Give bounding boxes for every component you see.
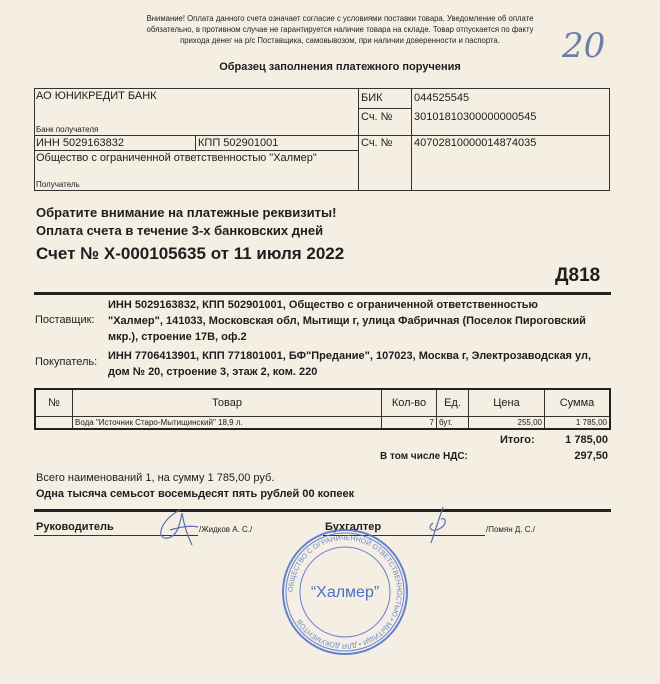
row-unit: бут. xyxy=(437,417,469,430)
table-row xyxy=(35,417,610,430)
accountant-name: /Помян Д. С./ xyxy=(486,525,535,534)
kpp-value: КПП 502901001 xyxy=(198,137,279,149)
notice-line: обязательно, в противном случае не гарантируется наличие товара на складе. Товар отпускается по факту xyxy=(146,24,534,34)
account-value: 40702810000014874035 xyxy=(414,137,537,149)
supplier-details xyxy=(108,297,586,345)
amount-in-words: Одна тысяча семьсот восемьдесят пять рублей 00 копеек xyxy=(36,488,355,500)
buyer-label: Покупатель: xyxy=(35,356,98,368)
supplier-line: "Халмер", 141033, Московская обл, Мытищи г, улица Фабричная (Поселок Пироговский xyxy=(108,315,586,327)
row-qty: 7 xyxy=(382,417,437,430)
account-label: Сч. № xyxy=(361,137,393,149)
recipient-name: Общество с ограниченной ответственностью "Халмер" xyxy=(36,152,317,164)
vat-label: В том числе НДС: xyxy=(380,451,468,462)
handwritten-code: Д818 xyxy=(555,265,601,286)
buyer-line: дом № 20, строение 3, этаж 2, ком. 220 xyxy=(108,366,318,378)
vat-value: 297,50 xyxy=(574,450,608,462)
corr-account-value: 30101810300000000545 xyxy=(414,111,537,123)
bik-value: 044525545 xyxy=(414,92,470,104)
corr-account-label: Сч. № xyxy=(361,111,393,123)
row-product: Вода "Источник Старо-Мытищинский" 18,9 л. xyxy=(73,417,382,430)
divider xyxy=(34,292,611,295)
summary-text: Всего наименований 1, на сумму 1 785,00 руб. xyxy=(36,472,275,484)
supplier-label: Поставщик: xyxy=(35,314,95,326)
handwritten-number: 20 xyxy=(562,26,606,66)
row-sum: 1 785,00 xyxy=(545,417,611,430)
supplier-line: мкр.), строение 17В, оф.2 xyxy=(108,331,247,343)
stamp-ring-text: ОБЩЕСТВО С ОГРАНИЧЕННОЙ ОТВЕТСТВЕННОСТЬЮ • МЫТИЩИ • ДЛЯ ДОКУМЕНТОВ xyxy=(287,534,403,650)
payment-sample-title: Образец заполнения платежного поручения xyxy=(219,61,461,73)
bank-label: Банк получателя xyxy=(36,125,99,134)
col-qty: Кол-во xyxy=(382,389,437,417)
bik-label: БИК xyxy=(361,92,383,104)
table-header-row xyxy=(35,389,610,417)
total-value: 1 785,00 xyxy=(565,434,608,446)
notice-line: Внимание! Оплата данного счета означает согласие с условиями поставки товара. Уведомление об оплате xyxy=(146,13,534,23)
notice-line: прихода денег на р/с Поставщика, самовывозом, при наличии доверенности и паспорта. xyxy=(180,35,500,45)
col-num: № xyxy=(35,389,73,417)
buyer-line: ИНН 7706413901, КПП 771801001, БФ"Предание", 107023, Москва г, Электрозаводская ул, xyxy=(108,350,592,362)
col-product: Товар xyxy=(73,389,382,417)
total-label: Итого: xyxy=(500,434,535,446)
row-num xyxy=(35,417,73,430)
payment-term: Оплата счета в течение 3-х банковских дней xyxy=(36,223,324,238)
director-signature xyxy=(150,505,210,550)
buyer-details xyxy=(108,348,591,380)
attention-text: Обратите внимание на платежные реквизиты! xyxy=(36,205,337,220)
stamp-center-text: “Халмер” xyxy=(310,584,380,601)
company-stamp xyxy=(280,527,410,657)
accountant-label: Бухгалтер xyxy=(325,521,382,533)
inn-value: ИНН 5029163832 xyxy=(36,137,125,149)
invoice-title: Счет № Х-000105635 от 11 июля 2022 xyxy=(36,244,345,263)
col-sum: Сумма xyxy=(545,389,611,417)
notice-text xyxy=(34,13,646,46)
divider xyxy=(34,509,611,512)
supplier-line: ИНН 5029163832, КПП 502901001, Общество с ограниченной ответственностью xyxy=(108,299,538,311)
accountant-signature xyxy=(425,505,455,545)
director-label: Руководитель xyxy=(36,521,114,533)
recipient-label: Получатель xyxy=(36,180,80,189)
col-price: Цена xyxy=(469,389,545,417)
items-table xyxy=(34,388,611,430)
row-price: 255,00 xyxy=(469,417,545,430)
director-name: /Жидков А. С./ xyxy=(199,525,253,534)
col-unit: Ед. xyxy=(437,389,469,417)
bank-name: АО ЮНИКРЕДИТ БАНК xyxy=(36,90,157,102)
